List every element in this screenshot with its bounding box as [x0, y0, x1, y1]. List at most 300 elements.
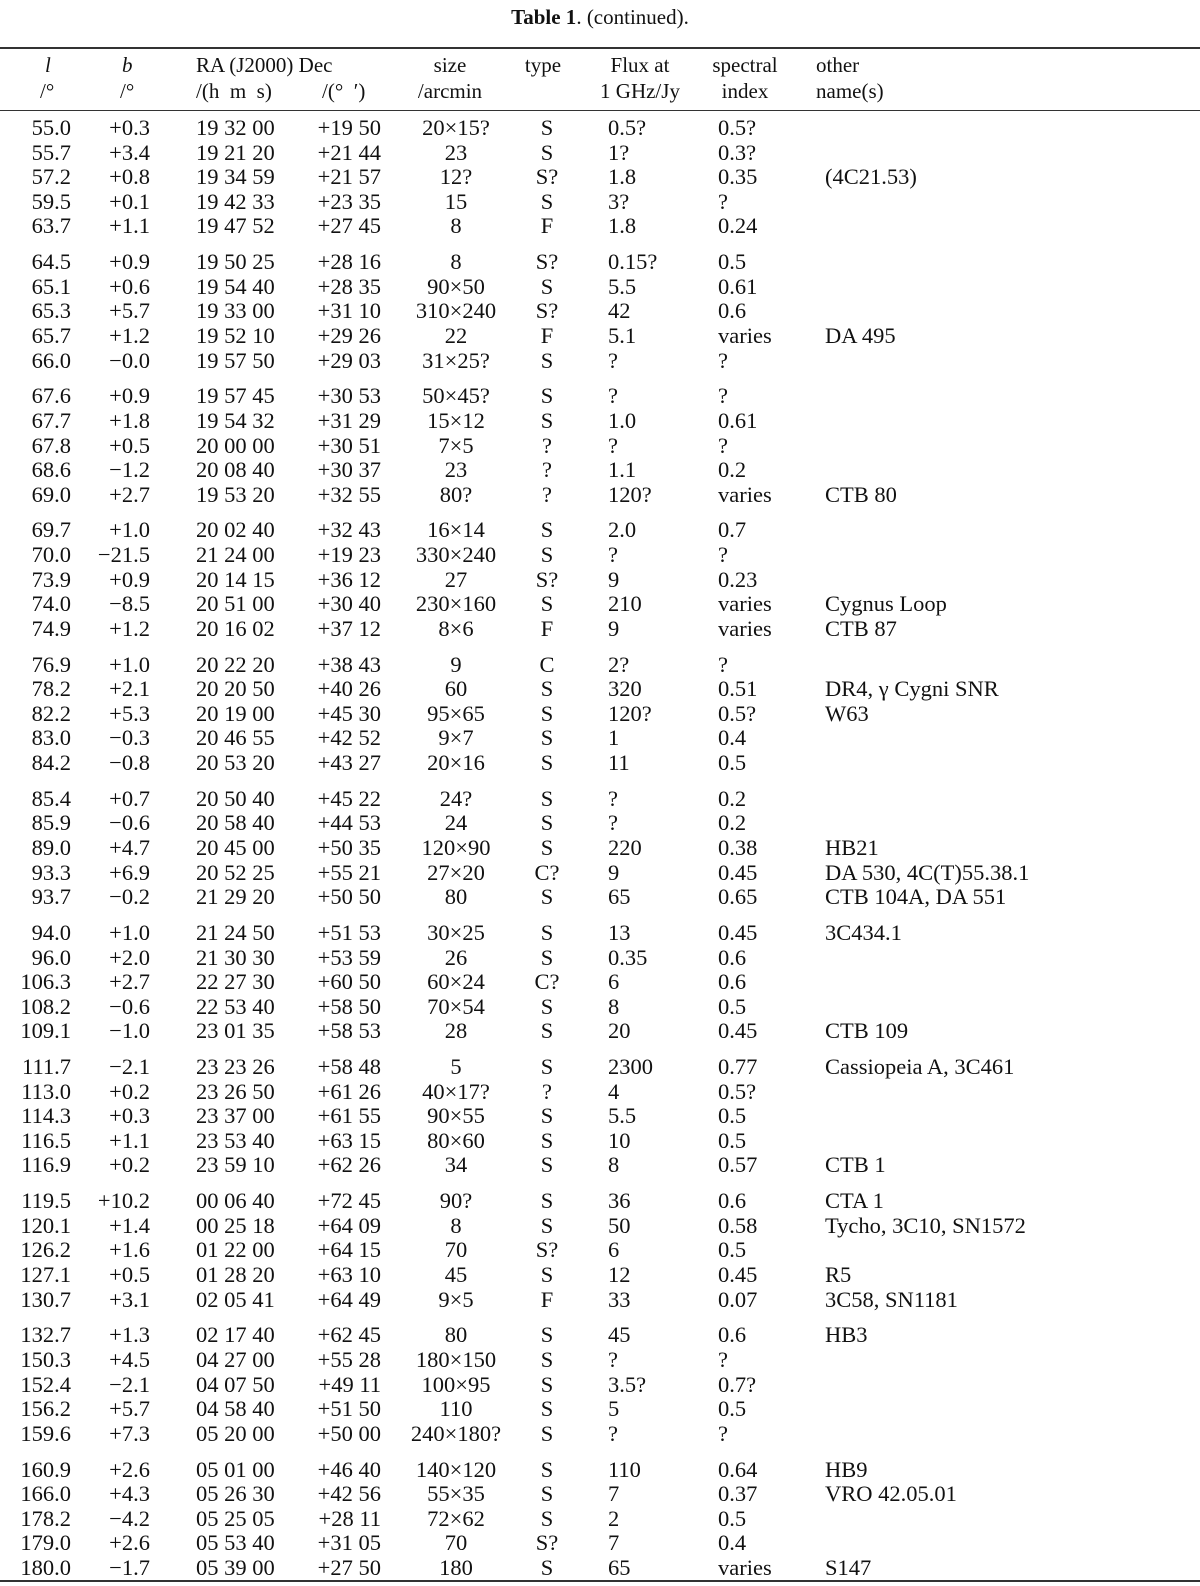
column-spacer	[578, 592, 608, 617]
column-spacer	[150, 1104, 196, 1129]
cell-b: −0.2	[109, 884, 150, 910]
table-row	[0, 1397, 1200, 1422]
column-spacer	[578, 1422, 608, 1447]
cell-spectral-index: varies	[718, 322, 772, 348]
cell-b: −8.5	[109, 591, 150, 617]
column-spacer	[381, 384, 396, 409]
cell-type: C?	[534, 969, 560, 995]
header-spectral-unit: index	[721, 79, 769, 103]
cell-b: +0.2	[109, 1152, 150, 1178]
column-spacer	[578, 190, 608, 215]
column-spacer	[381, 995, 396, 1020]
cell-spectral-index: 0.38	[718, 834, 758, 860]
cell-spectral-index: ?	[718, 347, 728, 373]
cell-flux: 45	[608, 1322, 631, 1348]
cell-l: 159.6	[20, 1420, 71, 1446]
cell-spectral-index: 0.61	[718, 407, 758, 433]
column-spacer	[381, 677, 396, 702]
cell-ra: 00 25 18	[196, 1212, 275, 1238]
cell-spectral-index: 0.7	[718, 517, 747, 543]
cell-l: 150.3	[20, 1347, 71, 1372]
column-spacer	[578, 568, 608, 593]
cell-spectral-index: 0.5	[718, 993, 747, 1019]
cell-type: S	[540, 676, 554, 702]
cell-other-names: 3C434.1	[825, 919, 902, 945]
cell-type: S	[540, 1481, 554, 1507]
cell-flux: 2.0	[608, 517, 637, 543]
cell-flux: 1.8	[608, 213, 637, 239]
cell-flux: ?	[608, 1420, 618, 1446]
cell-flux: 120?	[608, 481, 652, 507]
cell-ra: 20 50 40	[196, 785, 275, 811]
column-spacer	[698, 1507, 718, 1532]
column-spacer	[578, 1323, 608, 1348]
cell-other-names: CTB 109	[825, 1018, 909, 1044]
cell-b: +1.2	[109, 615, 150, 641]
cell-size: 60×24	[427, 969, 485, 995]
cell-dec: +64 09	[317, 1212, 381, 1238]
cell-b: +1.0	[109, 919, 150, 945]
cell-type: C?	[534, 859, 560, 885]
column-spacer	[150, 1482, 196, 1507]
cell-b: +4.3	[109, 1481, 150, 1507]
cell-ra: 20 45 00	[196, 834, 275, 860]
cell-other-names	[825, 349, 1200, 374]
cell-l: 85.4	[31, 785, 71, 811]
column-spacer	[698, 1556, 718, 1581]
cell-spectral-index: 0.61	[718, 273, 758, 299]
cell-other-names: CTB 104A, DA 551	[825, 884, 1007, 910]
cell-other-names	[825, 141, 1200, 166]
header-flux-unit: 1 GHz/Jy	[600, 79, 680, 103]
column-spacer	[150, 324, 196, 349]
column-spacer	[578, 1556, 608, 1581]
column-spacer	[150, 250, 196, 275]
cell-ra: 05 26 30	[196, 1481, 275, 1507]
cell-l: 109.1	[20, 1018, 71, 1044]
cell-type: S	[540, 1018, 554, 1044]
cell-size: 27×20	[427, 859, 485, 885]
cell-other-names	[825, 726, 1200, 751]
column-spacer	[381, 1263, 396, 1288]
column-spacer	[578, 543, 608, 568]
cell-b: +10.2	[97, 1188, 150, 1214]
column-spacer	[381, 1422, 396, 1447]
header-rule	[0, 110, 1200, 111]
cell-b: +5.3	[109, 700, 150, 726]
cell-flux: 33	[608, 1286, 631, 1312]
cell-type: S	[540, 383, 554, 409]
header-size-unit: /arcmin	[417, 79, 483, 103]
cell-ra: 20 53 20	[196, 750, 275, 775]
cell-spectral-index: 0.07	[718, 1286, 758, 1312]
cell-spectral-index: ?	[718, 542, 728, 568]
cell-dec: +55 28	[317, 1347, 381, 1372]
cell-size: 55×35	[427, 1481, 485, 1507]
column-spacer	[150, 568, 196, 593]
cell-flux: 11	[608, 750, 630, 775]
cell-ra: 20 16 02	[196, 615, 275, 641]
column-spacer	[698, 970, 718, 995]
column-spacer	[698, 543, 718, 568]
column-spacer	[698, 1080, 718, 1105]
column-spacer	[578, 1055, 608, 1080]
cell-size: 72×62	[427, 1505, 485, 1531]
table-row	[0, 617, 1200, 642]
cell-spectral-index: 0.65	[718, 884, 758, 910]
column-spacer	[381, 1556, 396, 1581]
column-spacer	[150, 885, 196, 910]
table-row	[0, 214, 1200, 239]
cell-ra: 19 32 00	[196, 115, 275, 140]
table-row	[0, 190, 1200, 215]
cell-type: S	[540, 273, 554, 299]
cell-ra: 02 05 41	[196, 1286, 275, 1312]
cell-other-names: W63	[825, 700, 869, 726]
table-row	[0, 811, 1200, 836]
cell-other-names: (4C21.53)	[825, 164, 917, 190]
cell-spectral-index: 0.37	[718, 1481, 758, 1507]
column-spacer	[698, 787, 718, 812]
cell-other-names	[825, 811, 1200, 836]
cell-flux: 110	[608, 1456, 641, 1482]
table-row	[0, 1055, 1200, 1080]
cell-ra: 23 59 10	[196, 1152, 275, 1178]
cell-l: 65.1	[31, 273, 71, 299]
column-spacer	[381, 324, 396, 349]
cell-ra: 05 39 00	[196, 1554, 275, 1580]
cell-spectral-index: 0.5?	[718, 115, 757, 140]
cell-other-names: DR4, γ Cygni SNR	[825, 676, 999, 702]
column-spacer	[150, 836, 196, 861]
cell-type: S	[540, 1456, 554, 1482]
cell-flux: 2300	[608, 1054, 653, 1080]
column-spacer	[381, 726, 396, 751]
cell-ra: 21 24 00	[196, 542, 275, 568]
cell-b: +1.4	[109, 1212, 150, 1238]
column-spacer	[698, 141, 718, 166]
cell-spectral-index: 0.45	[718, 859, 758, 885]
table-row	[0, 751, 1200, 776]
column-spacer	[578, 1397, 608, 1422]
cell-ra: 19 57 45	[196, 383, 275, 409]
cell-flux: 10	[608, 1127, 631, 1153]
column-spacer	[381, 702, 396, 727]
cell-dec: +19 50	[317, 115, 381, 140]
column-spacer	[150, 1373, 196, 1398]
cell-other-names	[825, 1104, 1200, 1129]
cell-dec: +64 49	[317, 1286, 381, 1312]
cell-other-names: VRO 42.05.01	[825, 1481, 957, 1507]
header-radec: RA (J2000) Dec	[196, 53, 333, 77]
cell-l: 108.2	[20, 993, 71, 1019]
cell-ra: 21 30 30	[196, 944, 275, 970]
column-spacer	[381, 1055, 396, 1080]
column-spacer	[150, 811, 196, 836]
cell-type: C	[539, 651, 555, 677]
column-spacer	[150, 1288, 196, 1313]
cell-size: 9×7	[438, 725, 474, 751]
column-spacer	[150, 653, 196, 678]
cell-b: +7.3	[109, 1420, 150, 1446]
cell-b: −0.3	[109, 725, 150, 751]
cell-flux: ?	[608, 383, 618, 409]
column-spacer	[698, 324, 718, 349]
table-row	[0, 970, 1200, 995]
cell-other-names	[825, 116, 1200, 141]
cell-l: 85.9	[31, 810, 71, 836]
cell-b: +1.0	[109, 517, 150, 543]
cell-b: +2.0	[109, 944, 150, 970]
cell-type: F	[540, 615, 554, 641]
table-row	[0, 483, 1200, 508]
column-spacer	[381, 861, 396, 886]
cell-dec: +32 55	[317, 481, 381, 507]
cell-ra: 19 52 10	[196, 322, 275, 348]
cell-flux: 5	[608, 1396, 620, 1422]
cell-flux: 4	[608, 1078, 620, 1104]
column-spacer	[578, 165, 608, 190]
cell-dec: +61 55	[317, 1103, 381, 1129]
column-spacer	[698, 409, 718, 434]
cell-size: 8	[450, 213, 462, 239]
cell-type: S	[540, 139, 554, 165]
cell-flux: 5.1	[608, 322, 637, 348]
cell-size: 9	[450, 651, 462, 677]
cell-spectral-index: varies	[718, 1554, 772, 1580]
cell-l: 116.5	[21, 1127, 71, 1153]
cell-type: S	[540, 1127, 554, 1153]
cell-spectral-index: 0.6	[718, 969, 747, 995]
cell-spectral-index: 0.7?	[718, 1371, 757, 1397]
cell-size: 30×25	[427, 919, 485, 945]
cell-ra: 04 27 00	[196, 1347, 275, 1372]
table-row	[0, 1458, 1200, 1483]
cell-b: +1.1	[109, 213, 150, 239]
cell-b: +2.6	[109, 1530, 150, 1556]
cell-dec: +58 50	[317, 993, 381, 1019]
cell-spectral-index: 0.2	[718, 457, 747, 483]
cell-dec: +19 23	[317, 542, 381, 568]
column-spacer	[150, 1019, 196, 1044]
cell-spectral-index: 0.35	[718, 164, 758, 190]
cell-ra: 19 34 59	[196, 164, 275, 190]
cell-spectral-index: 0.24	[718, 213, 758, 239]
header-l: l	[45, 53, 51, 77]
column-spacer	[698, 677, 718, 702]
header-flux: Flux at	[610, 53, 670, 77]
cell-b: +3.4	[109, 139, 150, 165]
cell-b: −1.0	[109, 1018, 150, 1044]
column-spacer	[698, 1153, 718, 1178]
cell-size: 95×65	[427, 700, 485, 726]
cell-type: S	[540, 517, 554, 543]
cell-ra: 20 02 40	[196, 517, 275, 543]
cell-flux: 210	[608, 591, 642, 617]
column-spacer	[381, 190, 396, 215]
cell-dec: +31 05	[317, 1530, 381, 1556]
column-spacer	[150, 409, 196, 434]
cell-l: 78.2	[31, 676, 71, 702]
cell-type: S	[540, 347, 554, 373]
cell-ra: 19 57 50	[196, 347, 275, 373]
cell-flux: 12	[608, 1262, 631, 1288]
cell-spectral-index: 0.6	[718, 298, 747, 324]
cell-size: 26	[444, 944, 468, 970]
cell-dec: +31 29	[317, 407, 381, 433]
table-body	[0, 116, 1200, 1581]
column-spacer	[578, 617, 608, 642]
cell-ra: 21 24 50	[196, 919, 275, 945]
column-spacer	[150, 483, 196, 508]
column-spacer	[150, 1422, 196, 1447]
group-gap	[0, 1446, 1200, 1457]
cell-l: 111.7	[22, 1054, 71, 1080]
cell-size: 8	[450, 249, 462, 275]
cell-size: 9×5	[438, 1286, 474, 1312]
cell-l: 69.0	[31, 481, 71, 507]
cell-size: 60	[444, 676, 468, 702]
cell-spectral-index: 0.4	[718, 1530, 747, 1556]
column-spacer	[698, 1019, 718, 1044]
column-spacer	[381, 141, 396, 166]
cell-flux: 1.0	[608, 407, 637, 433]
cell-other-names	[825, 995, 1200, 1020]
cell-l: 116.9	[21, 1152, 71, 1178]
column-spacer	[150, 214, 196, 239]
cell-flux: 7	[608, 1530, 620, 1556]
cell-dec: +51 53	[317, 919, 381, 945]
column-spacer	[381, 1189, 396, 1214]
cell-dec: +21 57	[317, 164, 381, 190]
cell-b: +0.9	[109, 566, 150, 592]
cell-type: S	[540, 1371, 554, 1397]
cell-flux: ?	[608, 785, 618, 811]
cell-type: S	[540, 542, 554, 568]
table-row	[0, 543, 1200, 568]
cell-size: 310×240	[415, 298, 497, 324]
cell-size: 70×54	[427, 993, 485, 1019]
table-row	[0, 1482, 1200, 1507]
cell-size: 20×15?	[422, 115, 490, 140]
cell-ra: 04 07 50	[196, 1371, 275, 1397]
cell-other-names	[825, 275, 1200, 300]
cell-other-names	[825, 1397, 1200, 1422]
table-row	[0, 1019, 1200, 1044]
cell-spectral-index: ?	[718, 188, 728, 214]
table-row	[0, 384, 1200, 409]
cell-size: 22	[444, 322, 468, 348]
column-spacer	[578, 483, 608, 508]
cell-ra: 19 21 20	[196, 139, 275, 165]
cell-spectral-index: 0.5?	[718, 700, 757, 726]
table-caption-text: . (continued).	[576, 5, 689, 29]
cell-dec: +64 15	[317, 1237, 381, 1263]
column-spacer	[578, 324, 608, 349]
table-row	[0, 1422, 1200, 1447]
column-spacer	[381, 299, 396, 324]
cell-b: +1.6	[109, 1237, 150, 1263]
column-spacer	[150, 1397, 196, 1422]
column-spacer	[150, 299, 196, 324]
column-spacer	[698, 214, 718, 239]
table-row	[0, 409, 1200, 434]
cell-spectral-index: ?	[718, 1347, 728, 1372]
column-spacer	[381, 836, 396, 861]
cell-dec: +62 26	[317, 1152, 381, 1178]
cell-ra: 20 46 55	[196, 725, 275, 751]
cell-flux: 65	[608, 1554, 631, 1580]
column-spacer	[150, 861, 196, 886]
cell-dec: +44 53	[317, 810, 381, 836]
table-row	[0, 458, 1200, 483]
column-spacer	[698, 568, 718, 593]
cell-l: 65.7	[31, 322, 71, 348]
cell-l: 127.1	[20, 1262, 71, 1288]
column-spacer	[150, 1556, 196, 1581]
table-row	[0, 1080, 1200, 1105]
cell-ra: 20 51 00	[196, 591, 275, 617]
table-row	[0, 1214, 1200, 1239]
column-spacer	[578, 275, 608, 300]
cell-ra: 20 19 00	[196, 700, 275, 726]
cell-dec: +37 12	[317, 615, 381, 641]
cell-dec: +36 12	[317, 566, 381, 592]
column-spacer	[578, 1373, 608, 1398]
column-spacer	[578, 349, 608, 374]
cell-l: 67.7	[31, 407, 71, 433]
column-spacer	[578, 1189, 608, 1214]
cell-flux: 13	[608, 919, 631, 945]
column-spacer	[698, 434, 718, 459]
column-spacer	[698, 458, 718, 483]
cell-l: 76.9	[31, 651, 71, 677]
column-spacer	[698, 921, 718, 946]
cell-size: 8×6	[438, 615, 474, 641]
column-spacer	[698, 1288, 718, 1313]
column-spacer	[381, 1397, 396, 1422]
column-spacer	[578, 299, 608, 324]
cell-other-names	[825, 250, 1200, 275]
group-gap	[0, 507, 1200, 518]
table-row	[0, 349, 1200, 374]
table-row	[0, 836, 1200, 861]
cell-spectral-index: 0.5	[718, 249, 747, 275]
column-spacer	[150, 518, 196, 543]
cell-ra: 01 28 20	[196, 1262, 275, 1288]
cell-size: 23	[444, 457, 468, 483]
cell-type: S	[540, 115, 554, 140]
cell-spectral-index: 0.5	[718, 750, 747, 775]
cell-type: S	[540, 1188, 554, 1214]
table-row	[0, 787, 1200, 812]
column-spacer	[698, 1214, 718, 1239]
cell-flux: 3.5?	[608, 1371, 647, 1397]
column-spacer	[150, 592, 196, 617]
column-spacer	[698, 1263, 718, 1288]
cell-ra: 22 27 30	[196, 969, 275, 995]
column-spacer	[381, 1238, 396, 1263]
cell-l: 126.2	[20, 1237, 71, 1263]
cell-type: S	[540, 725, 554, 751]
table-row	[0, 726, 1200, 751]
cell-flux: 42	[608, 298, 631, 324]
cell-ra: 05 53 40	[196, 1530, 275, 1556]
column-spacer	[698, 1129, 718, 1154]
table-row	[0, 275, 1200, 300]
cell-size: 31×25?	[422, 347, 490, 373]
cell-dec: +40 26	[317, 676, 381, 702]
